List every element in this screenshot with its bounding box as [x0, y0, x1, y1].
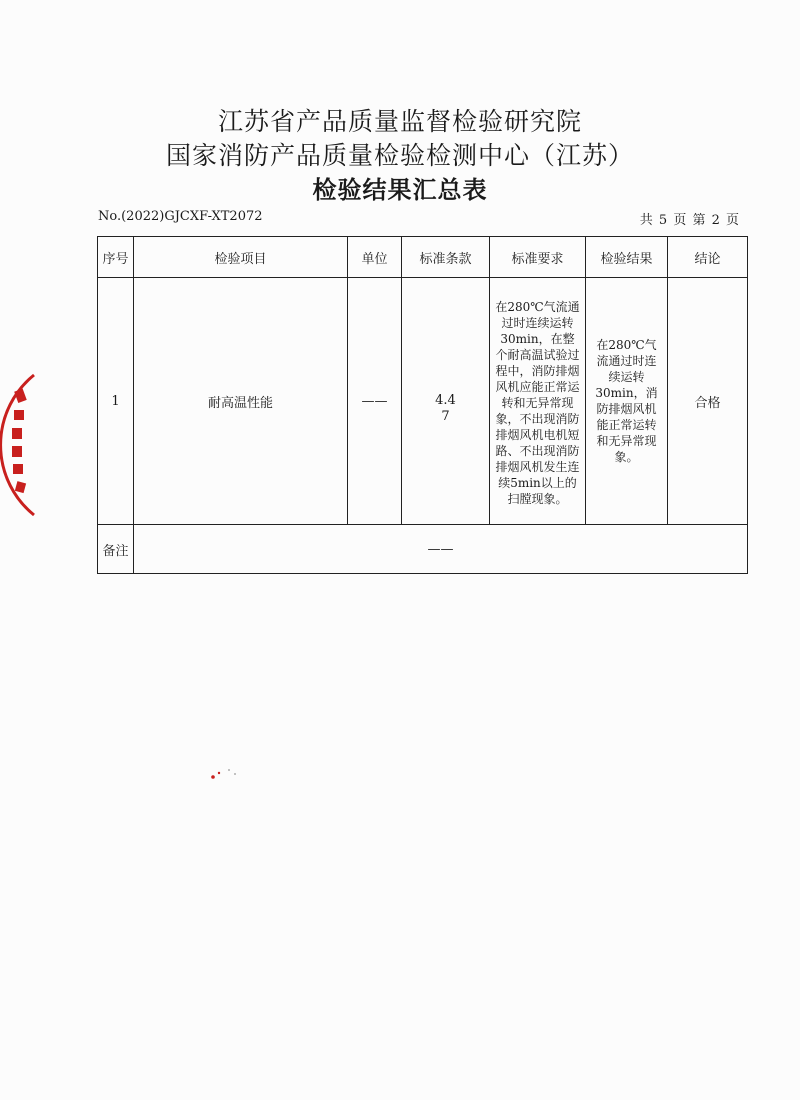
col-header-unit: 单位	[348, 237, 402, 278]
table-header-row	[98, 237, 748, 278]
center-name: 国家消防产品质量检验检测中心（江苏）	[165, 141, 634, 170]
cell-clause	[402, 278, 490, 525]
clause-text: 4.4 7	[435, 393, 456, 424]
col-header-seq: 序号	[98, 237, 134, 278]
report-number: No.(2022)GJCXF-XT2072	[98, 209, 263, 224]
cell-requirement	[490, 278, 586, 525]
seal-stamp-fragment	[0, 370, 54, 520]
col-header-conclusion: 结论	[668, 237, 748, 278]
col-header-requirement: 标准要求	[490, 237, 586, 278]
requirement-text: 在280℃气流通过时连续运转30min，在整个耐高温试验过程中，消防排烟风机应能正常运转和无异常现象，不出现消防排烟风机电机短路、不出现消防排烟风机发生连续5min以上的扫膛现象。	[495, 300, 580, 506]
table-row	[98, 278, 748, 525]
col-header-item: 检验项目	[134, 237, 348, 278]
col-header-clause: 标准条款	[402, 237, 490, 278]
col-header-result: 检验结果	[586, 237, 668, 278]
cell-conclusion: 合格	[668, 278, 748, 525]
result-summary-table	[97, 236, 748, 574]
cell-item: 耐高温性能	[134, 278, 348, 525]
cell-unit: ——	[348, 278, 402, 525]
remark-value: ——	[134, 525, 748, 574]
org-name: 江苏省产品质量监督检验研究院	[217, 107, 582, 136]
cell-result	[586, 278, 668, 525]
remark-row	[98, 525, 748, 574]
result-text: 在280℃气流通过时连续运转30min，消防排烟风机能正常运转和无异常现象。	[595, 338, 658, 464]
cell-seq: 1	[98, 278, 134, 525]
remark-label: 备注	[98, 525, 134, 574]
page-info: 共 5 页 第 2 页	[639, 213, 740, 228]
ink-speck	[205, 765, 245, 785]
doc-title: 检验结果汇总表	[312, 175, 488, 204]
